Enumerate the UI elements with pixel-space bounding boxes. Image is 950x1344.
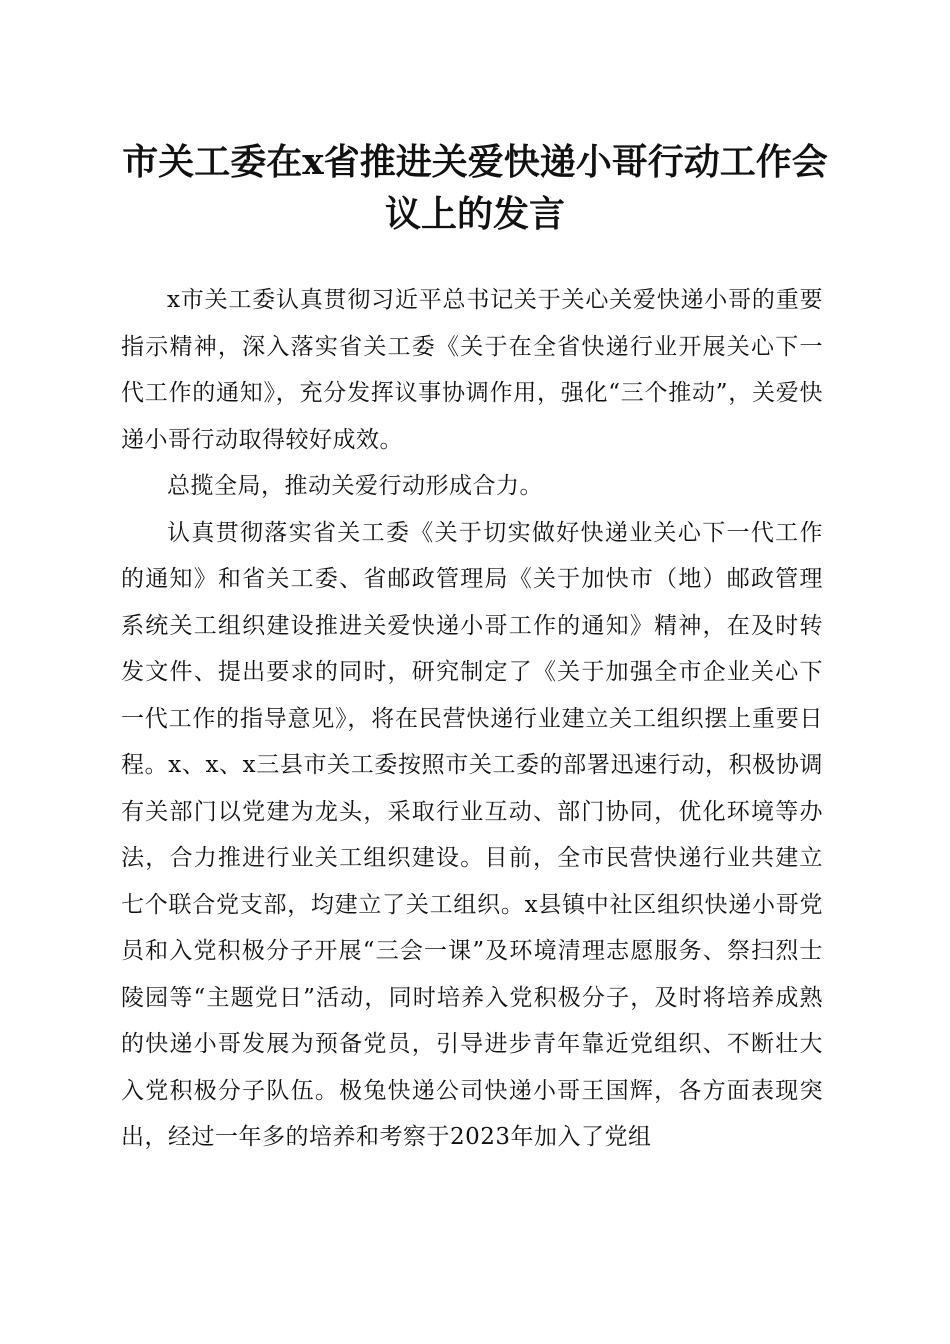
document-title: 市关工委在x省推进关爱快递小哥行动工作会议上的发言 bbox=[122, 141, 828, 235]
paragraph-main: 认真贯彻落实省关工委《关于切实做好快递业关心下一代工作的通知》和省关工委、省邮政管理局《关于加快市（地）邮政管理系统关工组织建设推进关爱快递小哥工作的通知》精神，在及时转发文件、提出要求的同时，研究制定了《关于加强全市企业关心下一代工作的指导意见》，将在民营快递行业建立关工组织摆上重要日程。x、x、x三县市关工委按照市关工委的部署迅速行动，积极协调有关部门以党建为龙头，采取行业互动、部门协同，优化环境等办法，合力推进行业关工组织建设。目前，全市民营快递行业共建立七个联合党支部，均建立了关工组织。x县镇中社区组织快递小哥党员和入党积极分子开展“三会一课”及环境清理志愿服务、祭扫烈士陵园等“主题党日”活动，同时培养入党积极分子，及时将培养成熟的快递小哥发展为预备党员，引导进步青年靠近党组织、不断壮大入党积极分子队伍。极兔快递公司快递小哥王国辉，各方面表现突出，经过一年多的培养和考察于2023年加入了党组 bbox=[121, 519, 823, 1150]
paragraph-intro: x市关工委认真贯彻习近平总书记关于关心关爱快递小哥的重要指示精神，深入落实省关工委《关于在全省快递行业开展关心下一代工作的通知》，充分发挥议事协调作用，强化“三个推动”，关爱快递小哥行动取得较好成效。 bbox=[121, 287, 823, 453]
paragraph-section-heading: 总揽全局，推动关爱行动形成合力。 bbox=[167, 473, 543, 499]
document-body bbox=[121, 277, 823, 1161]
